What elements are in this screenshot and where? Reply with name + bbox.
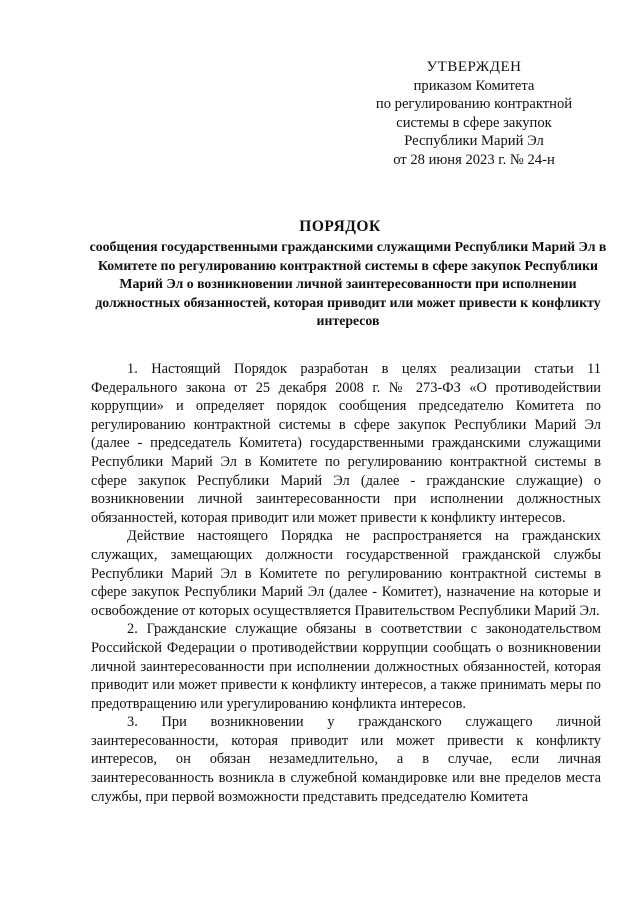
approval-line: по регулированию контрактной xyxy=(375,96,573,113)
paragraph: 3. При возникновении у гражданского служащего личной заинтересованности, которая приводит или может привести к конфликту интересов, он обязан незамедлительно, а в случае, если личная заинтересованность возникла в служебной командировке или вне пределов места службы, при первой возможности представить председателю Комитета xyxy=(91,714,601,805)
approval-line: от 28 июня 2023 г. № 24-н xyxy=(393,151,555,168)
approval-line: Республики Марий Эл xyxy=(404,133,544,150)
approval-stamp xyxy=(350,58,598,170)
approval-heading: УТВЕРЖДЕН xyxy=(426,59,522,75)
document-title: ПОРЯДОК xyxy=(299,218,381,235)
paragraph: 1. Настоящий Порядок разработан в целях реализации статьи 11 Федерального закона от 25 декабря 2008 г. № 273-ФЗ «О противодействии коррупции» и определяет порядок сообщения председателю Комитета по регулированию контрактной системы в сфере закупок Республики Марий Эл (далее - председатель Комитета) государственными гражданскими служащими Республики Марий Эл в Комитете по регулированию контрактной системы в сфере закупок Республики Марий Эл (далее - гражданские служащие) о возникновении личной заинтересованности при исполнении должностных обязанностей, которая приводит или может привести к конфликту интересов. xyxy=(91,361,601,526)
approval-line: системы в сфере закупок xyxy=(396,114,552,131)
approval-line: приказом Комитета xyxy=(413,77,535,94)
paragraph: Действие настоящего Порядка не распространяется на гражданских служащих, замещающих должности государственной гражданской службы Республики Марий Эл в Комитете по регулированию контрактной системы в сфере закупок Республики Марий Эл (далее - Комитет), назначение на которые и освобождение от которых осуществляется Правительством Республики Марий Эл. xyxy=(91,528,601,619)
paragraph: 2. Гражданские служащие обязаны в соответствии с законодательством Российской Федерации о противодействии коррупции сообщать о возникновении личной заинтересованности при исполнении должностных обязанностей, которая приводит или может привести к конфликту интересов, а также принимать меры по предотвращению или урегулированию конфликта интересов. xyxy=(91,621,601,712)
document-body xyxy=(91,360,601,806)
document-subtitle: сообщения государственными гражданскими служащими Республики Марий Эл в Комитете по регулированию контрактной системы в сфере закупок Республики Марий Эл о возникновении личной заинтересованности при исполнении должностных обязанностей, которая приводит или может привести к конфликту интересов xyxy=(89,239,607,328)
